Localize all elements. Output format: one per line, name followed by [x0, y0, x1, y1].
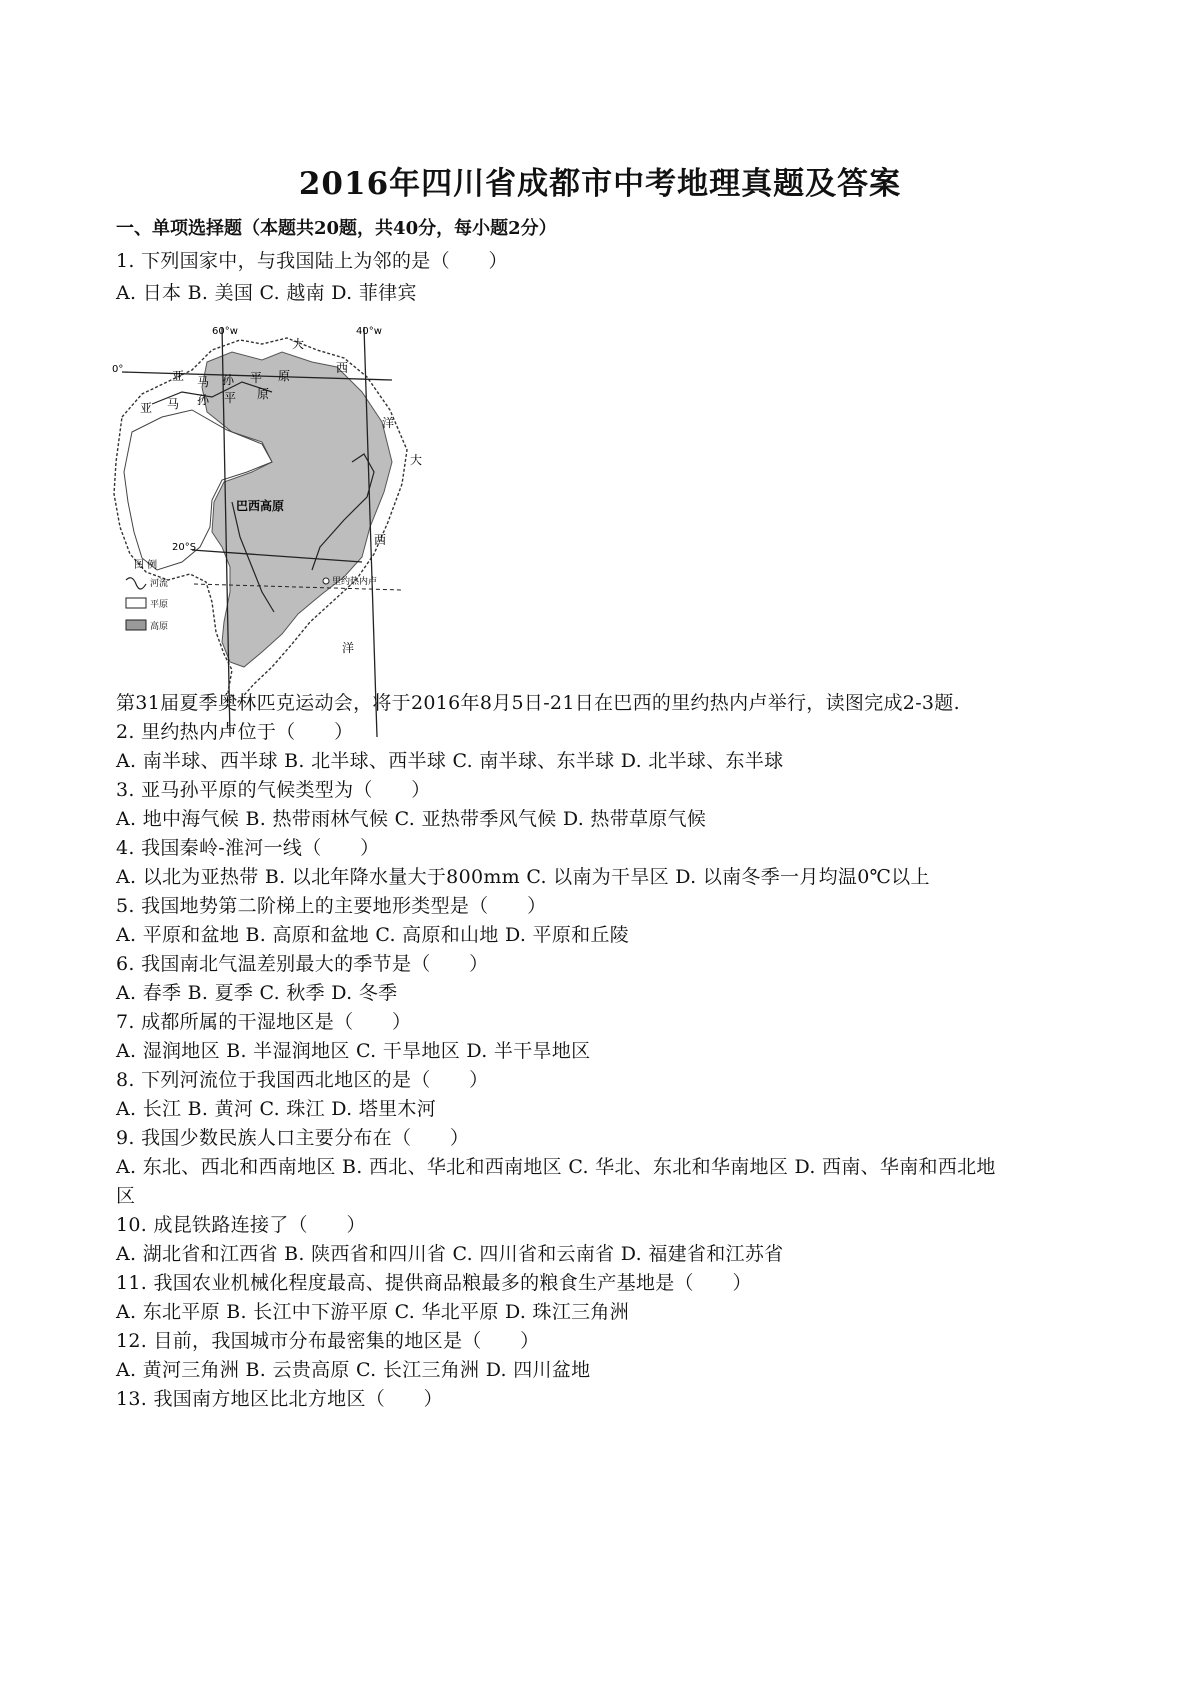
question-line: 5. 我国地势第二阶梯上的主要地形类型是（ ） [116, 895, 547, 917]
question-line: 11. 我国农业机械化程度最高、提供商品粮最多的粮食生产基地是（ ） [116, 1272, 752, 1294]
question-line: 1. 下列国家中，与我国陆上为邻的是（ ） [116, 250, 508, 272]
plain-label: 原 [257, 387, 270, 401]
option-line: A. 湖北省和江西省 B. 陕西省和四川省 C. 四川省和云南省 D. 福建省和江苏省 [116, 1243, 784, 1265]
ocean-label: 西 [336, 361, 349, 375]
plain-label: 孙 [197, 393, 210, 407]
ocean-label: 洋 [382, 416, 395, 430]
ocean-label: 洋 [342, 641, 355, 655]
option-line: A. 南半球、西半球 B. 北半球、西半球 C. 南半球、东半球 D. 北半球、东半球 [116, 750, 784, 772]
option-line: A. 以北为亚热带 B. 以北年降水量大于800mm C. 以南为干旱区 D. 以南冬季一月均温0℃以上 [116, 866, 930, 888]
option-line-wrap: 区 [116, 1185, 136, 1207]
question-line: 10. 成昆铁路连接了（ ） [116, 1214, 366, 1236]
section-heading: 一、单项选择题（本题共20题，共40分，每小题2分） [116, 218, 557, 239]
plain-label: 马 [167, 397, 180, 411]
option-line: A. 长江 B. 黄河 C. 珠江 D. 塔里木河 [116, 1098, 437, 1120]
reading-prompt: 第31届夏季奥林匹克运动会，将于2016年8月5日-21日在巴西的里约热内卢举行，读图完成2-3题. [116, 692, 960, 714]
option-line: A. 春季 B. 夏季 C. 秋季 D. 冬季 [116, 982, 398, 1004]
plateau-label: 巴西高原 [236, 499, 285, 513]
city-label: 里约热内卢 [332, 577, 378, 587]
option-line: A. 湿润地区 B. 半湿润地区 C. 干旱地区 D. 半干旱地区 [116, 1040, 591, 1062]
option-line: A. 黄河三角洲 B. 云贵高原 C. 长江三角洲 D. 四川盆地 [116, 1359, 591, 1381]
lat-20s-label: 20°S [172, 542, 197, 553]
brazil-map [112, 322, 452, 742]
plain-label: 平 [250, 371, 263, 385]
plain-label: 马 [197, 375, 210, 389]
question-line: 7. 成都所属的干湿地区是（ ） [116, 1011, 412, 1033]
question-line: 6. 我国南北气温差别最大的季节是（ ） [116, 953, 489, 975]
option-line: A. 平原和盆地 B. 高原和盆地 C. 高原和山地 D. 平原和丘陵 [116, 924, 630, 946]
ocean-label: 大 [292, 337, 305, 351]
plain-label: 平 [224, 391, 237, 405]
question-line: 4. 我国秦岭-淮河一线（ ） [116, 837, 380, 859]
legend-title: 图 例 [134, 560, 158, 571]
ocean-label: 大 [410, 453, 423, 467]
lon-40w-label: 40°w [356, 326, 382, 337]
option-line: A. 东北、西北和西南地区 B. 西北、华北和西南地区 C. 华北、东北和华南地区 D. 西南、华南和西北地 [116, 1156, 996, 1178]
document-title: 2016年四川省成都市中考地理真题及答案 [298, 166, 902, 202]
question-line: 13. 我国南方地区比北方地区（ ） [116, 1388, 443, 1410]
legend-plain-swatch [126, 598, 146, 608]
ocean-label: 西 [374, 533, 387, 547]
rio-marker [323, 578, 329, 584]
plain-label: 亚 [140, 401, 153, 415]
lon-60w-label: 60°w [212, 326, 238, 337]
question-line: 8. 下列河流位于我国西北地区的是（ ） [116, 1069, 489, 1091]
question-line: 12. 目前，我国城市分布最密集的地区是（ ） [116, 1330, 540, 1352]
option-line: A. 日本 B. 美国 C. 越南 D. 菲律宾 [116, 282, 417, 304]
question-line: 2. 里约热内卢位于（ ） [116, 721, 354, 743]
legend-river-icon [126, 578, 146, 589]
legend-item: 平原 [150, 600, 169, 610]
plain-label: 原 [278, 369, 291, 383]
option-line: A. 地中海气候 B. 热带雨林气候 C. 亚热带季风气候 D. 热带草原气候 [116, 808, 707, 830]
lat-0-label: 0° [112, 364, 124, 375]
question-line: 9. 我国少数民族人口主要分布在（ ） [116, 1127, 470, 1149]
option-line: A. 东北平原 B. 长江中下游平原 C. 华北平原 D. 珠江三角洲 [116, 1301, 630, 1323]
legend-plateau-swatch [126, 620, 146, 630]
plain-label: 亚 [172, 369, 185, 383]
question-line: 3. 亚马孙平原的气候类型为（ ） [116, 779, 431, 801]
legend-item: 河流 [150, 579, 169, 589]
plain-label: 孙 [222, 373, 235, 387]
legend-item: 高原 [150, 622, 169, 632]
